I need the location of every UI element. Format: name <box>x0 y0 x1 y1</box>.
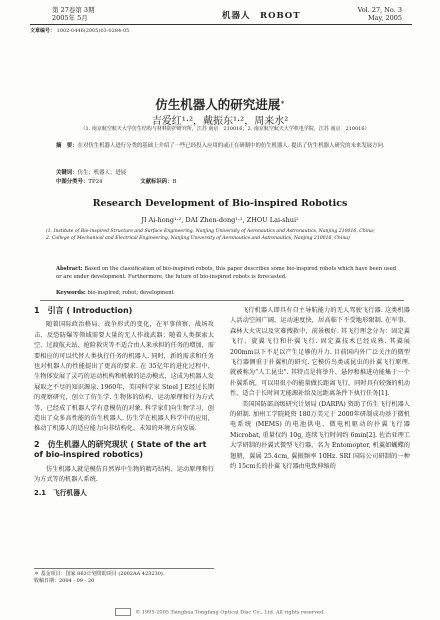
abstract-english-text: Based on the classification of bio-inspired robots, this paper describes some bio-inspired robots which have been used or are under development. Furthermore, the future of bio-inspired robots is forecasted. <box>56 266 397 280</box>
title-footnote-mark: ＊ <box>280 100 285 106</box>
header-volume-en <box>358 6 402 22</box>
abstract-chinese-label: 摘 要： <box>56 143 78 149</box>
footnotes <box>34 568 214 585</box>
subsection-heading-flying-robots: 2.1 飞行机器人 <box>34 488 87 497</box>
paragraph-flying-robots: 飞行机器人即具有自主导航能力的无人驾驶飞行器. 这类机器人活动空间广阔，运动速度快，居高临下不受地形限制. 在军事、森林大火灾以及灾难搜救中，前景极好. 其飞行理念分为：固定翼飞行、旋翼飞行和扑翼飞行. 固定翼技术已经成熟. 其翼展 200mm以下不足以产生足够的升力. 目前国内外广泛关注的微型飞行器侧重于扑翼机的研究. 它模仿鸟类或昆虫的扑翼飞行原理. 就被称为“人工昆虫”. 其特点是将举升、悬停和推进功能集于一个扑翼系统，可以用很小的能量做长距离飞行，同时具有较强的机动性，适合于长时间无能源补给及远距离条件下执行任务[1]. <box>230 307 410 398</box>
copyright-text: © 1995-2005 Tsinghua Tongfang Optical Disc Co., Ltd. All rights reserved. <box>135 609 325 616</box>
header-volume-line: 第 27卷第 3期 <box>52 6 95 14</box>
header-volume <box>52 6 95 22</box>
abstract-chinese-text: 在对仿生机器人进行分类的基础上介绍了一些已经投入应用的或正在研制中的仿生机器人. 提出了仿生机器人研究的未来发展方向. <box>77 143 385 149</box>
document-code-value: B <box>172 179 177 185</box>
title-chinese-text: 仿生机器人的研究进展 <box>155 97 281 112</box>
body-column-right <box>230 306 410 473</box>
affiliation-english-2: 2. College of Mechanical and Electrical Engineering, Nanjing University of Aeronautics and Astronautics, Nanjing 210016, China) <box>46 236 350 241</box>
publisher-logo-icon <box>115 608 131 616</box>
footnote-funding: ＊ 基金项目：国家 863计划资助项目 (2002AA 423230). <box>34 571 165 577</box>
paragraph-introduction: 随着国际政治格局、战争形式的变化，在军事侦察、战场攻击、反恐防爆等领域需要大量的无人作战武器；随着人类探索太空、过渡航天站、抢险救灾等不适合由人来承担的任务的增加，需要相应的可以代替人类执行任务的机器人. 同时，新的需求和任务也对机器人的性能提出了更高的要求. 在 35亿年的进化过程中，生物体发展了灵巧的运动机构和机敏的运动模式，这成为机器人发展取之不尽的知识源泉. 1960年，美国科学家 Steel J E经过长期的观察研究，创立了仿生学. 生物体的结构、运动原理和行为方式等，已经成了机器人学有意模仿的对象. 科学家们向生物学习，创造出了众多高性能的仿生机器人. 仿生学在机器人科学中的应用，推动了机器人的适应能力向非结构化、未知的环境方向发展. <box>34 321 214 433</box>
keywords-chinese-text: 仿生；机器人；进展 <box>77 170 127 176</box>
footnote-received-date: 收稿日期：2004 - 09 - 20 <box>34 578 95 584</box>
header-date-en-line: May, 2005 <box>367 14 402 22</box>
authors-chinese: 吉爱红¹·²，戴振东¹·²，周来水² <box>151 116 289 127</box>
paragraph-definition: 仿生机器人就是模仿自然界中生物的精巧结构、运动原理和行为方式等的机器人系统. <box>34 465 214 484</box>
section-rule <box>40 300 404 301</box>
section-heading-state-of-art: 2 仿生机器人的研究现状 ( State of the art of bio-inspired robotics) <box>34 439 207 460</box>
clc-label: 中图分类号： <box>56 179 89 185</box>
clc-value: TP24 <box>88 179 103 185</box>
abstract-english <box>56 265 400 281</box>
header-journal-name: 机器人 ROBOT <box>222 11 301 21</box>
copyright-footer <box>0 608 440 616</box>
keywords-chinese <box>56 168 126 176</box>
authors-english: JI Ai-hong¹·², DAI Zhen-dong¹·², ZHOU Lai-shui² <box>141 216 299 224</box>
title-english: Research Development of Bio-inspired Robotics <box>92 198 348 209</box>
clc-code <box>56 179 120 185</box>
article-number <box>30 27 129 34</box>
document-code <box>140 179 194 185</box>
article-number-value: 1002-0446(2005)03-0284-05 <box>56 28 130 34</box>
abstract-chinese <box>56 142 400 150</box>
keywords-english-text: bio-inspired; robot; development <box>87 290 174 296</box>
affiliation-english <box>46 228 406 242</box>
keywords-chinese-label: 关键词： <box>56 170 78 176</box>
header-volume-en-line: Vol. 27, No. 3 <box>357 6 402 14</box>
affiliation-english-1: (1. Institute of Bio-inspired Structure and Surface Engineering, Nanjing University of Aeronautics and Astronautics, Nanjing 210016, China; <box>46 229 375 234</box>
keywords-english <box>56 290 174 296</box>
article-number-label: 文章编号： <box>30 28 56 34</box>
header-date-line: 2005年 5月 <box>52 14 88 22</box>
keywords-english-label: Keywords: <box>56 290 86 296</box>
section-heading-introduction: 1 引言 ( Introduction) <box>34 306 133 315</box>
document-code-label: 文献标识码： <box>140 179 173 185</box>
affiliation-chinese: （1. 南京航空航天大学仿生结构与材料防护研究所，江苏 南京 210016；2. 南京航空航天大学机电学院，江苏 南京 210016） <box>80 126 370 132</box>
header-rule <box>30 24 412 25</box>
abstract-english-label: Abstract: <box>56 266 83 272</box>
classification-line <box>56 177 213 185</box>
body-column-left <box>34 306 214 500</box>
paragraph-darpa: 美国国防部高级研究计划局 (DARPA) 资助了仿生飞行机器人的研制. 加州工学院耗资 180万美元于 2000年研制成功基于微机电系统 (MEMS) 的电池供电、微电机驱动的扑翼飞行器 Microbat, 重量仅约 10g, 连续飞行时间约 6min[2]. 佐治亚理工大学研制的扑翼式微型飞行器，名为 Entomopter, 机翼如蝴蝶的翅膀，翼展 25.4cm, 翼振频率 10Hz. SRI 国际公司研制的一种约 15cm长的扑翼飞行器由电致伸缩的 <box>230 400 410 471</box>
title-chinese <box>0 95 440 113</box>
